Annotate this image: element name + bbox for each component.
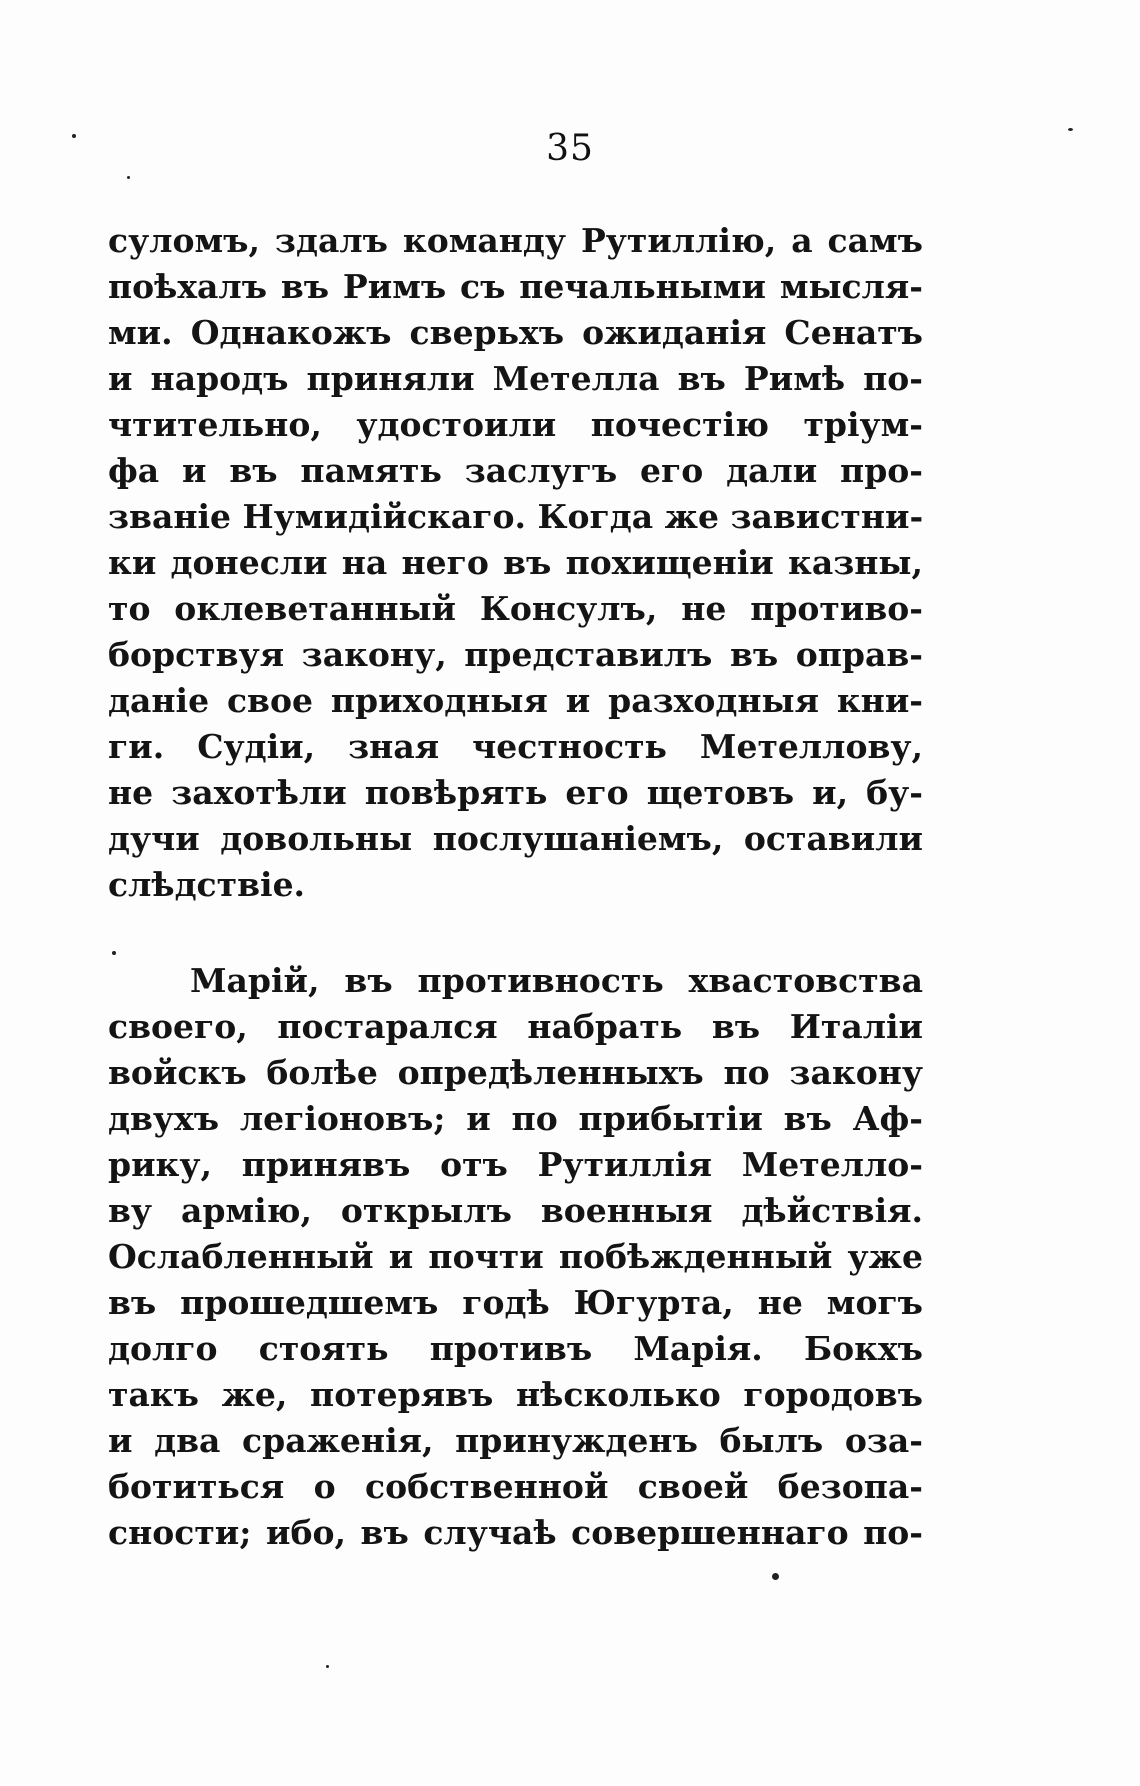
text-line: званіе Нумидійскаго. Когда же завистни-: [108, 497, 923, 536]
text-line: двухъ легіоновъ; и по прибытіи въ Аф-: [108, 1099, 923, 1138]
text-line: чтительно, удостоили почестію тріум-: [108, 405, 923, 444]
text-line: ву армію, открылъ военныя дѣйствія.: [108, 1191, 923, 1230]
text-line: то оклеветанный Консулъ, не противо-: [108, 589, 923, 628]
speck: [326, 1665, 329, 1668]
speck: [772, 1573, 779, 1580]
text-line: суломъ, здалъ команду Рутиллію, а самъ: [108, 221, 923, 260]
speck: [1068, 128, 1073, 131]
text-line: рику, принявъ отъ Рутиллія Метелло-: [108, 1145, 923, 1184]
text-line: войскъ болѣе опредѣленныхъ по закону: [108, 1053, 923, 1092]
text-line: ми. Однакожъ сверьхъ ожиданія Сенатъ: [108, 313, 923, 352]
speck: [72, 134, 76, 138]
text-line: Ослабленный и почти побѣжденный уже: [108, 1237, 923, 1276]
text-line: сности; ибо, въ случаѣ совершеннаго по-: [108, 1513, 923, 1552]
speck: [127, 176, 130, 179]
text-line: поѣхалъ въ Римъ съ печальными мысля-: [108, 267, 923, 306]
text-line: борствуя закону, представилъ въ оправ-: [108, 635, 923, 674]
text-line: ки донесли на него въ похищеніи казны,: [108, 543, 923, 582]
text-line: своего, постарался набрать въ Италіи: [108, 1007, 923, 1046]
text-line: въ прошедшемъ годѣ Югурта, не могъ: [108, 1283, 923, 1322]
text-line: долго стоять противъ Марія. Бокхъ: [108, 1329, 923, 1368]
text-line: такъ же, потерявъ нѣсколько городовъ: [108, 1375, 923, 1414]
paragraph-2: [108, 958, 923, 1556]
text-line: ги. Судіи, зная честность Метеллову,: [108, 727, 923, 766]
text-line: Марій, въ противность хвастовства: [190, 961, 923, 1000]
text-line: и два сраженія, принужденъ былъ оза-: [108, 1421, 923, 1460]
text-line: и народъ приняли Метелла въ Римѣ по-: [108, 359, 923, 398]
text-line: слѣдствіе.: [108, 865, 306, 904]
page-number: 35: [546, 128, 594, 169]
text-line: даніе свое приходныя и разходныя кни-: [108, 681, 923, 720]
speck: [112, 951, 116, 955]
text-line: ботиться о собственной своей безопа-: [108, 1467, 923, 1506]
text-line: дучи довольны послушаніемъ, оставили: [108, 819, 923, 858]
paragraph-1: [108, 218, 923, 908]
text-line: фа и въ память заслугъ его дали про-: [108, 451, 923, 490]
text-line: не захотѣли повѣрять его щетовъ и, бу-: [108, 773, 923, 812]
